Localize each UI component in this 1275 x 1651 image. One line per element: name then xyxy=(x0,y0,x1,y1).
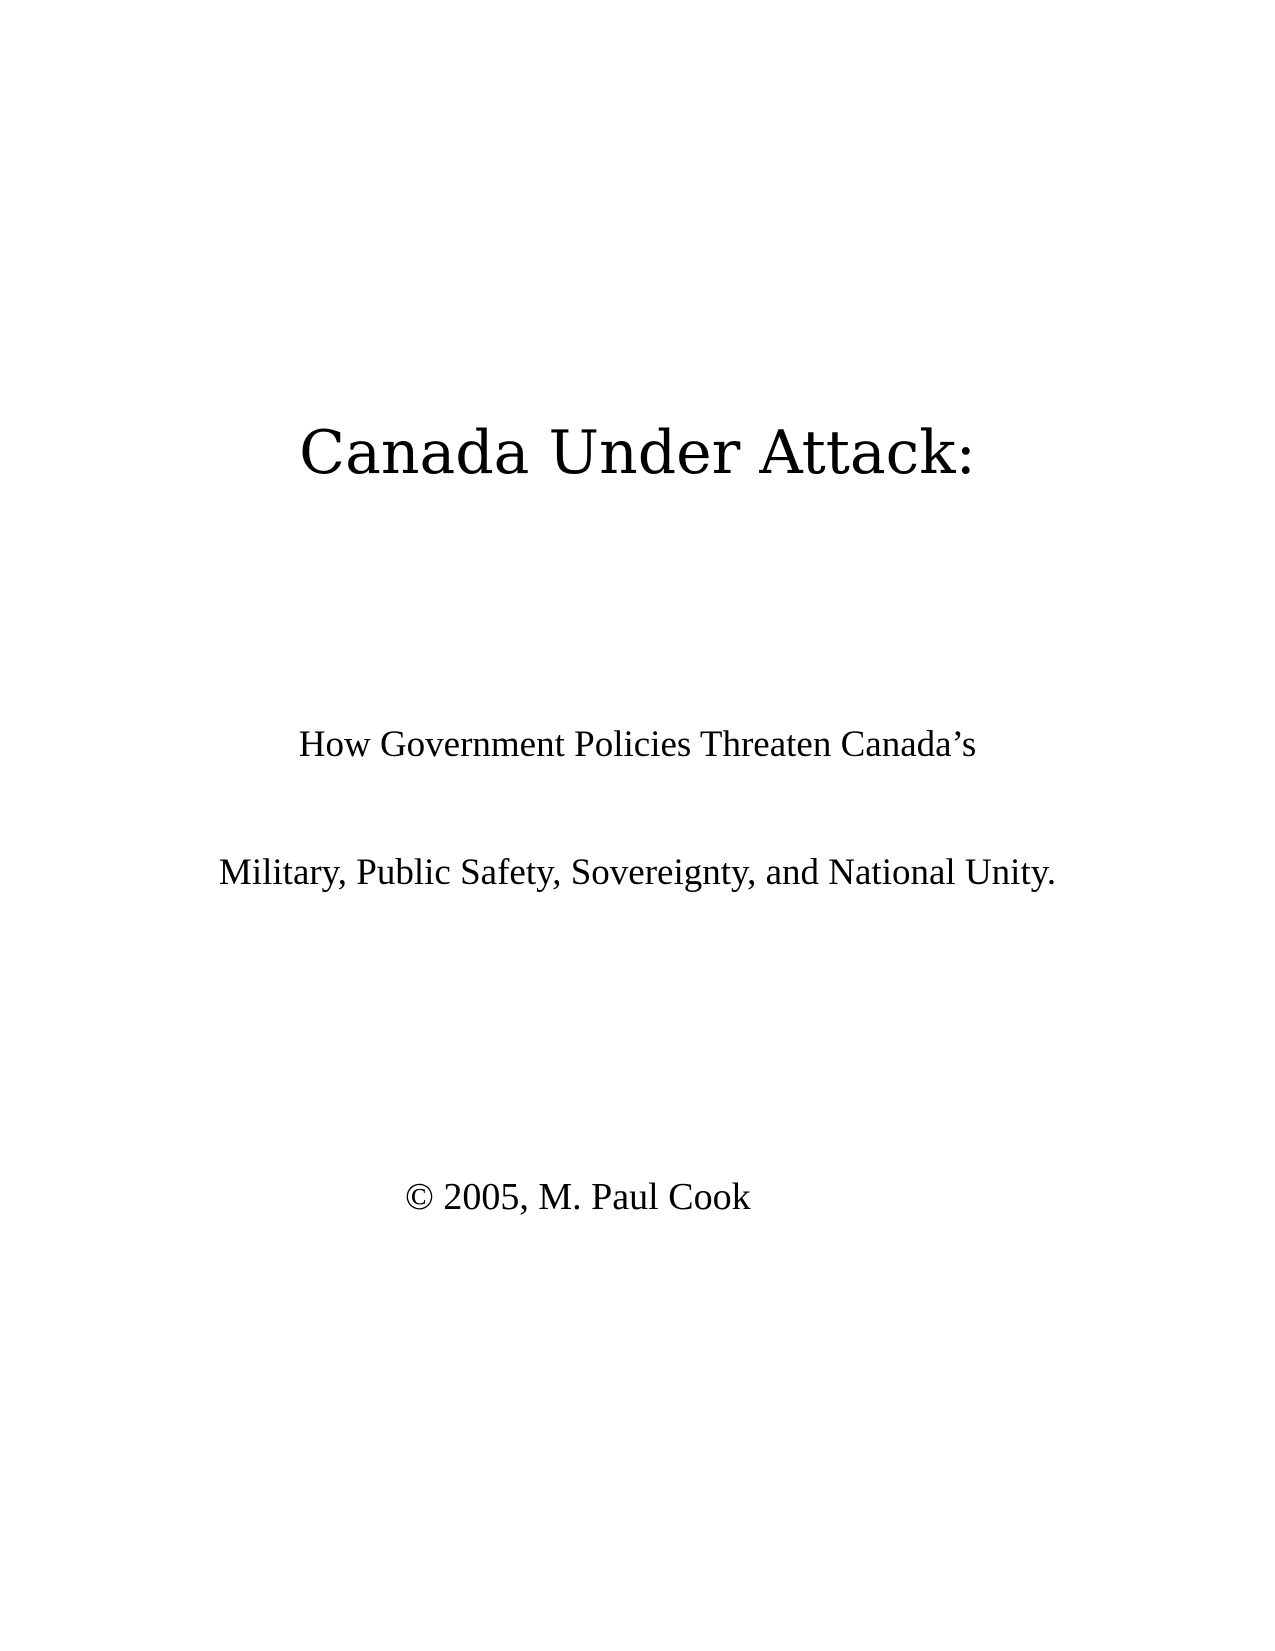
document-subtitle-line-1: How Government Policies Threaten Canada’s xyxy=(298,724,977,765)
document-title: Canada Under Attack: xyxy=(299,418,976,488)
copyright-notice: © 2005, M. Paul Cook xyxy=(405,1176,751,1218)
document-subtitle-line-2: Military, Public Safety, Sovereignty, and National Unity. xyxy=(218,852,1057,893)
